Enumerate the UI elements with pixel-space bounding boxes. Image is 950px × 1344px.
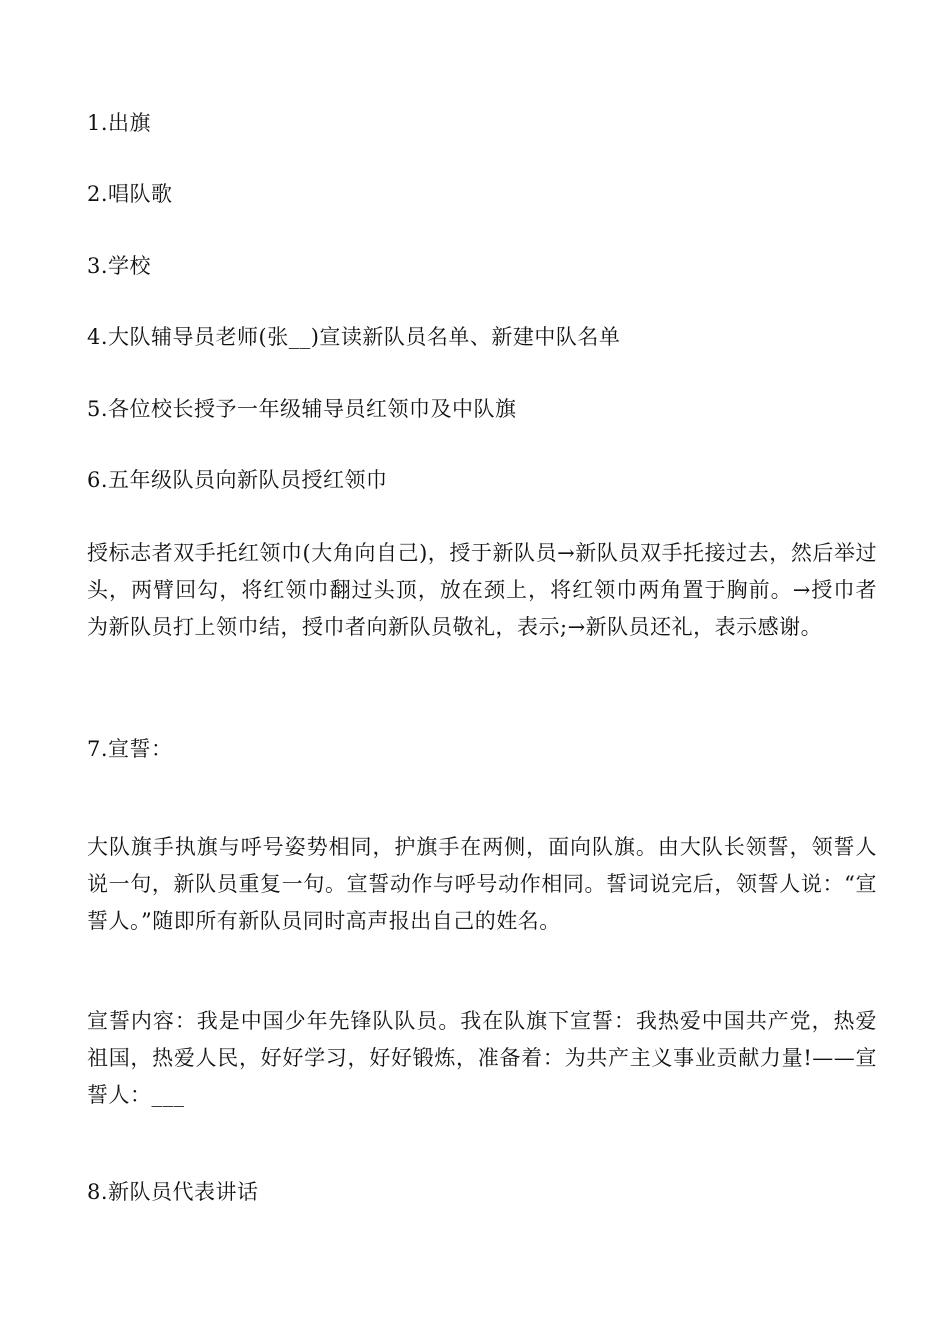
step-3-school: 3.学校 [87, 254, 152, 278]
step-7-oath: 7.宣誓： [87, 737, 173, 761]
step-1-raise-flag: 1.出旗 [87, 111, 152, 135]
step-2-sing-song: 2.唱队歌 [87, 182, 173, 206]
step-8-speech: 8.新队员代表讲话 [87, 1180, 259, 1204]
step-4-read-list: 4.大队辅导员老师(张__)宣读新队员名单、新建中队名单 [87, 325, 621, 349]
oath-content-paragraph: 宣誓内容：我是中国少年先锋队队员。我在队旗下宣誓：我热爱中国共产党，热爱祖国，热爱人民，好好学习，好好锻炼，准备着：为共产主义事业贡献力量!——宣誓人：___ [87, 1009, 877, 1107]
step-5-award-scarf: 5.各位校长授予一年级辅导员红领巾及中队旗 [87, 397, 517, 421]
step-6-present-scarf: 6.五年级队员向新队员授红领巾 [87, 468, 388, 492]
scarf-ceremony-paragraph: 授标志者双手托红领巾(大角向自己)，授于新队员→新队员双手托接过去，然后举过头，两臂回勾，将红领巾翻过头顶，放在颈上，将红领巾两角置于胸前。→授巾者为新队员打上领巾结，授巾者向新队员敬礼，表示;→新队员还礼，表示感谢。 [87, 541, 877, 639]
oath-procedure-paragraph: 大队旗手执旗与呼号姿势相同，护旗手在两侧，面向队旗。由大队长领誓，领誓人说一句，新队员重复一句。宣誓动作与呼号动作相同。誓词说完后，领誓人说：“宣誓人。”随即所有新队员同时高声报出自己的姓名。 [87, 835, 877, 933]
